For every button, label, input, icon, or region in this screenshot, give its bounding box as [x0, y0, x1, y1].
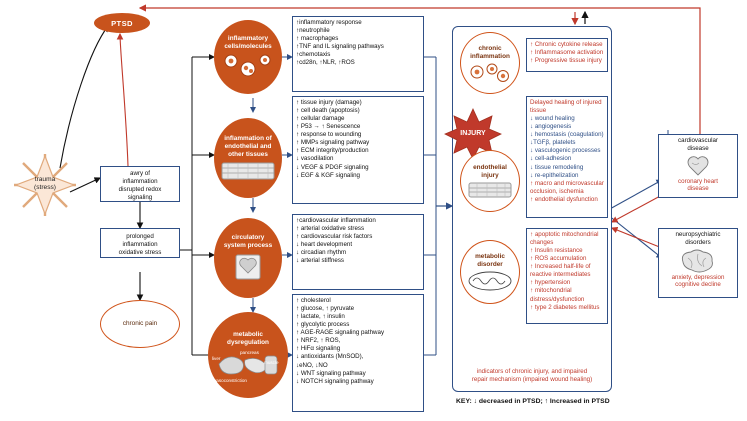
metab-disorder-item-1: changes [530, 239, 554, 247]
endothelial-item-5: ↑ MMPs signaling pathway [296, 139, 370, 147]
metab-disorder-item-9: ↑ type 2 diabetes mellitus [530, 303, 600, 311]
endo-injury-item-2: ↓ wound healing [530, 115, 575, 123]
metabolic-item-10: ↓ NOTCH signaling pathway [296, 377, 374, 385]
chronic-infl-line-2: inflammation [470, 52, 510, 60]
metabolic-item-5: ↑ NRF2, ↑ ROS, [296, 337, 341, 345]
endothelial-injury-list [526, 96, 608, 218]
endo-injury-item-3: ↓ angiogenesis [530, 123, 572, 131]
chronic-inflammation-list [526, 38, 608, 72]
panel-caption-line-2: repair mechanism (impaired wound healing) [471, 375, 593, 383]
metab-disorder-item-5: reactive intermediates [530, 271, 591, 279]
neuropsychiatric-disorders-box [658, 228, 738, 298]
endo-injury-item-11: occlusion, ischemia [530, 187, 584, 195]
endothelial-item-0: ↑ tissue injury (damage) [296, 99, 362, 106]
endothelial-item-6: ↑ ECM integrity/production [296, 147, 369, 155]
metabolic-list-box [292, 294, 424, 412]
endo-injury-item-12: ↑ endothelial dysfunction [530, 195, 598, 203]
metabolic-item-1: ↑ glucose, ↑ pyruvate [296, 305, 355, 313]
metab-disorder-item-7: ↑ mitochondrial [530, 287, 572, 295]
circulatory-item-1: ↑ arterial oxidative stress [296, 225, 365, 233]
organ-label-vasoconstriction: vasoconstriction [214, 378, 247, 383]
npd-title-2: disorders [685, 238, 711, 246]
metab-disorder-item-3: ↑ ROS accumulation [530, 255, 587, 263]
metab-circle-line-1: metabolic [233, 330, 263, 338]
endo-injury-item-1: tissue [530, 107, 547, 115]
awry-line-3: disrupted redox [118, 186, 162, 194]
cvd-sub-2: disease [687, 185, 709, 193]
awry-line-2: inflammation [122, 178, 158, 186]
circulatory-item-5: ↓ arterial stiffness [296, 257, 345, 265]
endo-circle-line-2: endothelial and [224, 143, 272, 150]
metab-disorder-item-8: distress/dysfunction [530, 295, 585, 303]
endo-injury-item-8: ↓ tissue remodeling [530, 163, 584, 171]
metabolic-disorder-list [526, 228, 608, 324]
metab-disorder-item-2: ↑ Insulin resistance [530, 247, 583, 255]
prolonged-line-1: prolonged [126, 233, 154, 240]
chronic-infl-line-1: chronic [478, 44, 502, 52]
metabolic-disorder-circle [460, 240, 520, 304]
inflammatory-item-3: ↑TNF and IL signaling pathways [296, 43, 384, 51]
inflammatory-circle-line-1: inflammatory [227, 35, 269, 42]
chronic-pain-circle [100, 300, 180, 348]
endothelial-item-8: ↓ VEGF & PDGF signaling [296, 163, 369, 171]
chronic-infl-item-1: ↑ Inflammasome activation [530, 49, 604, 57]
cvd-title-1: cardiovascular [678, 137, 718, 144]
metabolic-item-8: ↓eNO, ↓NO [296, 361, 328, 369]
key-prefix: KEY: [456, 398, 472, 405]
endothelial-item-1: ↑ cell death (apoptosis) [296, 107, 360, 115]
npd-sub-2: cognitive decline [675, 281, 721, 289]
circulatory-system-circle [214, 218, 282, 298]
metabolic-item-3: ↑ glycolytic process [296, 321, 350, 329]
circulatory-item-0: ↑cardiovascular inflammation [296, 217, 376, 224]
prolonged-line-3: oxidative stress [118, 249, 162, 257]
endo-injury-item-7: ↓ cell-adhesion [530, 155, 572, 163]
chronic-inflammation-circle [460, 32, 520, 94]
npd-title-1: neuropsychiatric [675, 231, 721, 238]
key-legend [456, 398, 610, 405]
endo-injury-line-1: endothelial [473, 163, 507, 171]
trauma-line-1: trauma [34, 176, 56, 183]
ptsd-label: PTSD [111, 18, 133, 28]
cvd-title-2: disease [687, 144, 709, 152]
organ-label-liver: liver [212, 356, 221, 361]
endo-injury-item-5: ↓TGFβ, platelets [530, 139, 576, 147]
awry-box [100, 166, 180, 202]
chronic-infl-item-0: ↑ Chronic cytokine release [530, 41, 603, 48]
metabolic-item-9: ↓ WNT signaling pathway [296, 369, 366, 377]
metab-disorder-line-1: metabolic [475, 252, 505, 260]
metab-disorder-item-6: ↑ hypertension [530, 279, 571, 287]
organ-label-muscle: muscle [264, 360, 279, 365]
trauma-line-2: (stress) [34, 183, 56, 191]
endo-injury-item-10: ↑ macro and microvascular [530, 179, 604, 187]
chronic-infl-item-2: ↑ Progressive tissue injury [530, 57, 602, 65]
npd-sub-1: anxiety, depression [671, 273, 725, 281]
key-text: ↓ decreased in PTSD; ↑ Increased in PTSD [471, 398, 610, 405]
panel-caption [456, 368, 608, 384]
metab-disorder-item-0: ↑ apoptotic mitochondrial [530, 231, 599, 238]
endothelial-item-4: ↑ response to wounding [296, 131, 362, 139]
prolonged-line-2: inflammation [122, 241, 158, 249]
endo-circle-line-1: inflammation of [224, 135, 272, 142]
endothelial-inflammation-circle [214, 118, 282, 198]
endo-injury-item-4: ↓ hemostasis (coagulation) [530, 131, 604, 139]
circulatory-item-4: ↓ circadian rhythm [296, 249, 347, 257]
endo-injury-item-6: ↓ vasculogenic processes [530, 147, 601, 155]
metabolic-item-6: ↑ HiFα signaling [296, 345, 341, 353]
inflammatory-item-5: ↑cd28n, ↑NLR, ↑ROS [296, 59, 355, 67]
inflammatory-item-0: ↑inflammatory response [296, 19, 362, 26]
cardiovascular-disease-box [658, 134, 738, 198]
metabolic-item-4: ↑ AGE-RAGE signaling pathway [296, 329, 385, 337]
circ-circle-line-2: system process [223, 241, 273, 249]
endothelial-item-3: ↑ P53 → ↑ Senescence [296, 123, 361, 131]
endo-injury-item-0: Delayed healing of injured [530, 99, 602, 106]
organ-label-pancreas: pancreas [240, 350, 259, 355]
endothelial-injury-circle [460, 150, 520, 212]
circulatory-item-2: ↑ cardiovascular risk factors [296, 233, 373, 241]
metab-disorder-line-2: disorder [477, 260, 503, 268]
awry-line-1: awry of [130, 170, 150, 177]
inflammatory-item-2: ↑ macrophages [296, 35, 339, 43]
prolonged-box [100, 228, 180, 258]
endothelial-list-box [292, 96, 424, 204]
injury-label: INJURY [460, 129, 486, 137]
endo-circle-line-3: other tissues [228, 151, 268, 158]
endo-injury-item-9: ↓ re-epithelization [530, 171, 579, 179]
cvd-sub-1: coronary heart [678, 177, 718, 185]
endo-injury-line-2: injury [481, 171, 499, 179]
awry-line-4: signaling [127, 194, 153, 202]
endothelial-item-9: ↓ EGF & KGF signaling [296, 171, 360, 179]
inflammatory-item-4: ↑chemotaxis [296, 51, 331, 59]
metab-disorder-item-4: ↑ Increased half-life of [530, 263, 591, 271]
metabolic-item-0: ↑ cholesterol [296, 297, 331, 304]
metab-circle-line-2: dysregulation [227, 338, 269, 346]
inflammatory-item-1: ↑neutrophile [296, 27, 330, 35]
chronic-pain-label: chronic pain [122, 320, 158, 327]
panel-caption-line-1: indicators of chronic injury, and impaired [476, 368, 588, 375]
inflammatory-circle-line-2: cells/molecules [224, 43, 272, 50]
circ-circle-line-1: circulatory [231, 233, 265, 241]
endothelial-item-7: ↓ vasodilation [296, 155, 334, 163]
circulatory-list-box [292, 214, 424, 290]
circulatory-item-3: ↓ heart development [296, 241, 353, 249]
ptsd-node [94, 13, 150, 33]
metabolic-item-2: ↑ lactate, ↑ insulin [296, 313, 345, 321]
trauma-label [12, 176, 78, 192]
endothelial-item-2: ↑ cellular damage [296, 115, 345, 123]
inflammatory-cells-circle [214, 20, 282, 94]
inflammatory-list-box [292, 16, 424, 92]
metabolic-item-7: ↓ antioxidants (MnSOD), [296, 353, 364, 361]
